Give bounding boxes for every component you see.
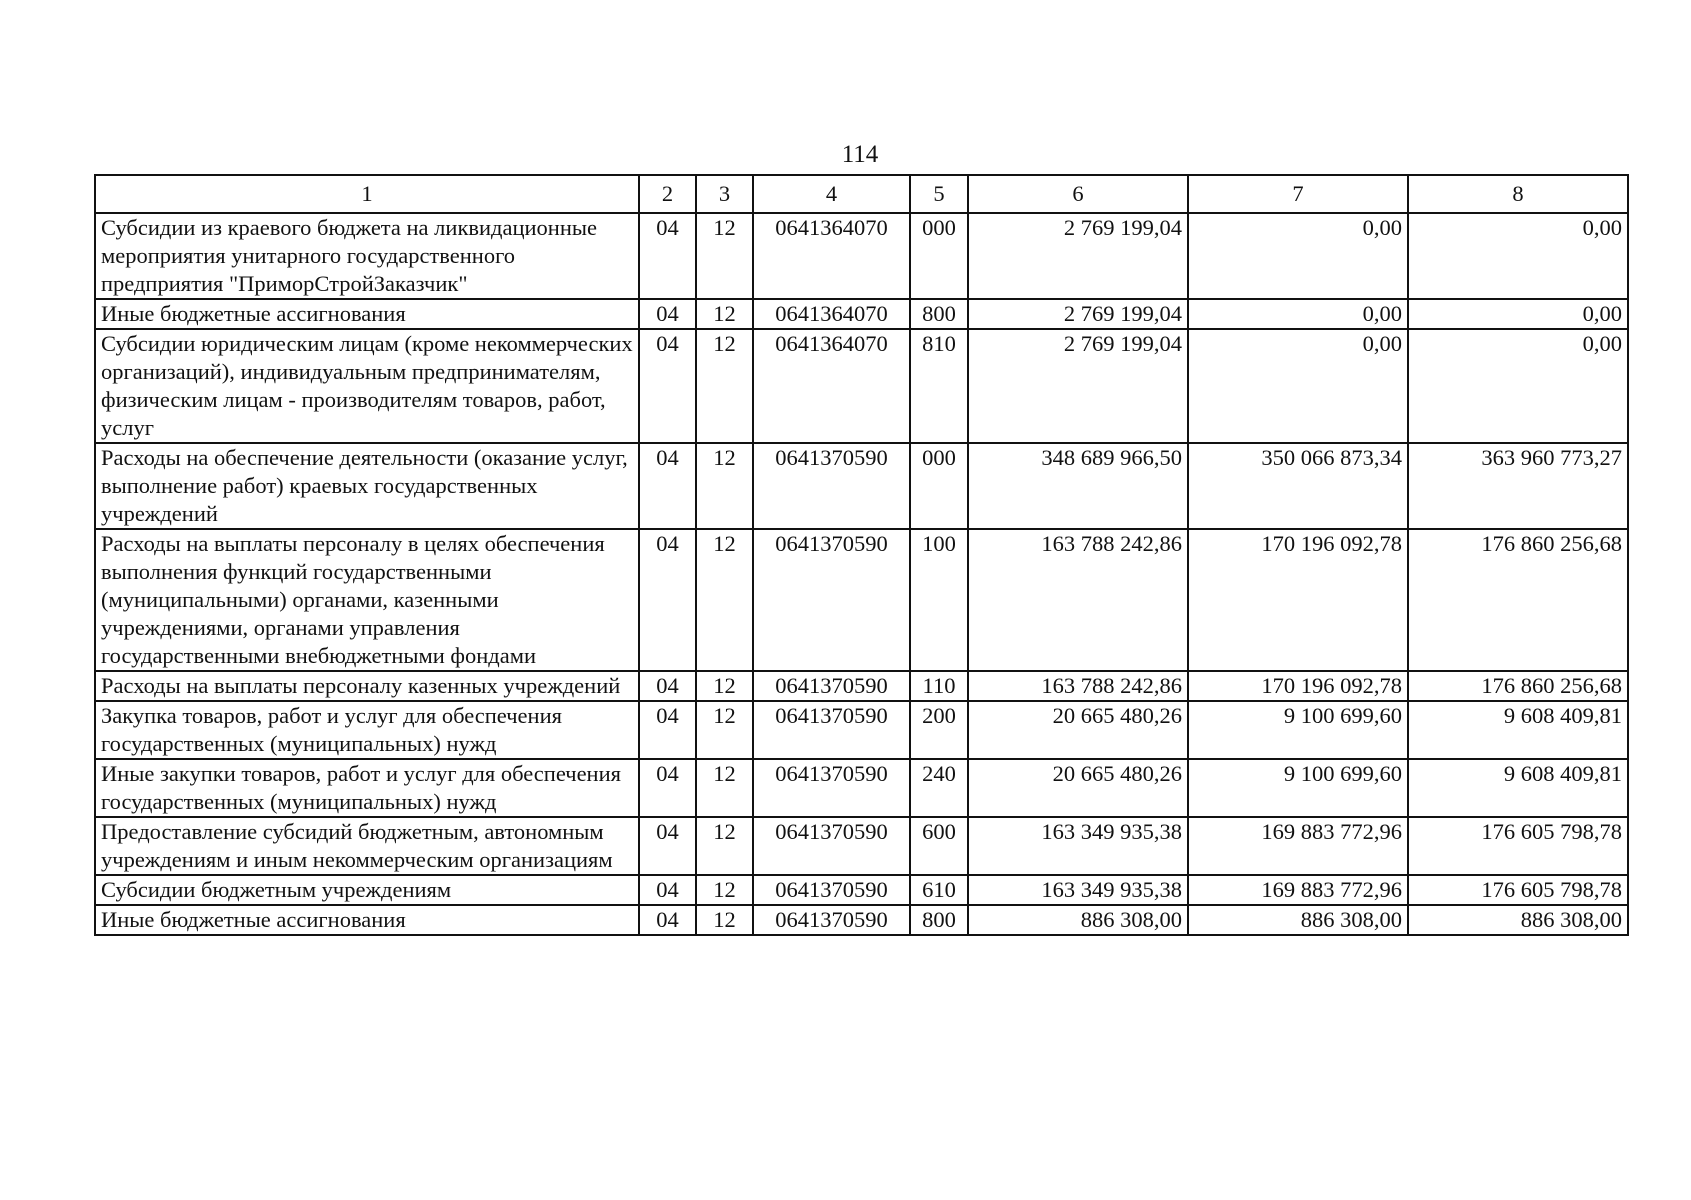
row-name: Расходы на выплаты персоналу в целях обеспечения выполнения функций государственными (муниципальными) органами, казенными учреждениями, органами управления государственными внебюджетными фондами xyxy=(95,529,639,671)
row-target-code: 0641370590 xyxy=(753,671,910,701)
row-target-code: 0641370590 xyxy=(753,875,910,905)
row-section: 04 xyxy=(639,213,696,299)
row-subsection: 12 xyxy=(696,299,753,329)
row-value-6: 2 769 199,04 xyxy=(968,329,1188,443)
row-value-8: 0,00 xyxy=(1408,299,1628,329)
row-target-code: 0641364070 xyxy=(753,213,910,299)
row-subsection: 12 xyxy=(696,759,753,817)
row-target-code: 0641370590 xyxy=(753,759,910,817)
row-value-7: 0,00 xyxy=(1188,299,1408,329)
row-value-8: 9 608 409,81 xyxy=(1408,701,1628,759)
row-value-7: 9 100 699,60 xyxy=(1188,759,1408,817)
row-value-7: 169 883 772,96 xyxy=(1188,875,1408,905)
row-target-code: 0641370590 xyxy=(753,905,910,935)
row-value-7: 0,00 xyxy=(1188,329,1408,443)
row-section: 04 xyxy=(639,299,696,329)
row-value-6: 163 788 242,86 xyxy=(968,529,1188,671)
row-expense-type: 200 xyxy=(910,701,968,759)
row-target-code: 0641370590 xyxy=(753,817,910,875)
row-subsection: 12 xyxy=(696,443,753,529)
row-section: 04 xyxy=(639,529,696,671)
row-name: Иные бюджетные ассигнования xyxy=(95,905,639,935)
header-cell-6: 6 xyxy=(968,175,1188,213)
row-name: Расходы на обеспечение деятельности (оказание услуг, выполнение работ) краевых государственных учреждений xyxy=(95,443,639,529)
row-section: 04 xyxy=(639,759,696,817)
budget-table xyxy=(94,174,1629,936)
row-target-code: 0641370590 xyxy=(753,529,910,671)
table-row xyxy=(95,529,1628,671)
row-name: Субсидии бюджетным учреждениям xyxy=(95,875,639,905)
row-section: 04 xyxy=(639,701,696,759)
row-expense-type: 240 xyxy=(910,759,968,817)
page-number: 114 xyxy=(841,141,879,168)
row-expense-type: 810 xyxy=(910,329,968,443)
row-section: 04 xyxy=(639,329,696,443)
row-value-8: 176 860 256,68 xyxy=(1408,529,1628,671)
row-subsection: 12 xyxy=(696,329,753,443)
row-value-6: 163 349 935,38 xyxy=(968,817,1188,875)
row-value-6: 2 769 199,04 xyxy=(968,213,1188,299)
row-value-8: 886 308,00 xyxy=(1408,905,1628,935)
row-value-6: 2 769 199,04 xyxy=(968,299,1188,329)
row-subsection: 12 xyxy=(696,529,753,671)
table-row xyxy=(95,213,1628,299)
row-name: Субсидии юридическим лицам (кроме некоммерческих организаций), индивидуальным предпринимателям, физическим лицам - производителям товаров, работ, услуг xyxy=(95,329,639,443)
row-value-8: 0,00 xyxy=(1408,329,1628,443)
row-section: 04 xyxy=(639,817,696,875)
row-value-8: 176 860 256,68 xyxy=(1408,671,1628,701)
row-subsection: 12 xyxy=(696,671,753,701)
row-value-7: 169 883 772,96 xyxy=(1188,817,1408,875)
row-expense-type: 100 xyxy=(910,529,968,671)
row-value-7: 9 100 699,60 xyxy=(1188,701,1408,759)
table-row xyxy=(95,671,1628,701)
row-value-7: 0,00 xyxy=(1188,213,1408,299)
header-cell-5: 5 xyxy=(910,175,968,213)
table-row xyxy=(95,905,1628,935)
table-row xyxy=(95,299,1628,329)
row-expense-type: 000 xyxy=(910,213,968,299)
row-value-7: 170 196 092,78 xyxy=(1188,671,1408,701)
row-expense-type: 600 xyxy=(910,817,968,875)
row-target-code: 0641364070 xyxy=(753,329,910,443)
row-value-7: 886 308,00 xyxy=(1188,905,1408,935)
table-row xyxy=(95,759,1628,817)
header-cell-1: 1 xyxy=(95,175,639,213)
row-value-6: 20 665 480,26 xyxy=(968,759,1188,817)
row-target-code: 0641364070 xyxy=(753,299,910,329)
row-expense-type: 610 xyxy=(910,875,968,905)
row-value-6: 163 788 242,86 xyxy=(968,671,1188,701)
header-cell-4: 4 xyxy=(753,175,910,213)
row-target-code: 0641370590 xyxy=(753,701,910,759)
table-row xyxy=(95,701,1628,759)
row-name: Закупка товаров, работ и услуг для обеспечения государственных (муниципальных) нужд xyxy=(95,701,639,759)
row-expense-type: 800 xyxy=(910,299,968,329)
row-name: Предоставление субсидий бюджетным, автономным учреждениям и иным некоммерческим организациям xyxy=(95,817,639,875)
row-expense-type: 800 xyxy=(910,905,968,935)
row-name: Расходы на выплаты персоналу казенных учреждений xyxy=(95,671,639,701)
row-section: 04 xyxy=(639,443,696,529)
table-row xyxy=(95,329,1628,443)
row-value-7: 170 196 092,78 xyxy=(1188,529,1408,671)
row-name: Иные бюджетные ассигнования xyxy=(95,299,639,329)
row-subsection: 12 xyxy=(696,875,753,905)
row-target-code: 0641370590 xyxy=(753,443,910,529)
row-subsection: 12 xyxy=(696,905,753,935)
row-expense-type: 110 xyxy=(910,671,968,701)
row-value-7: 350 066 873,34 xyxy=(1188,443,1408,529)
header-row xyxy=(95,175,1628,213)
row-subsection: 12 xyxy=(696,701,753,759)
row-name: Субсидии из краевого бюджета на ликвидационные мероприятия унитарного государственного предприятия "ПриморСтройЗаказчик" xyxy=(95,213,639,299)
row-value-8: 176 605 798,78 xyxy=(1408,817,1628,875)
row-section: 04 xyxy=(639,671,696,701)
header-cell-7: 7 xyxy=(1188,175,1408,213)
row-section: 04 xyxy=(639,905,696,935)
header-cell-8: 8 xyxy=(1408,175,1628,213)
row-value-6: 348 689 966,50 xyxy=(968,443,1188,529)
table-row xyxy=(95,443,1628,529)
row-value-6: 163 349 935,38 xyxy=(968,875,1188,905)
row-value-8: 0,00 xyxy=(1408,213,1628,299)
row-subsection: 12 xyxy=(696,817,753,875)
row-value-8: 9 608 409,81 xyxy=(1408,759,1628,817)
table-row xyxy=(95,817,1628,875)
row-value-6: 20 665 480,26 xyxy=(968,701,1188,759)
table-row xyxy=(95,875,1628,905)
row-section: 04 xyxy=(639,875,696,905)
header-cell-2: 2 xyxy=(639,175,696,213)
row-name: Иные закупки товаров, работ и услуг для обеспечения государственных (муниципальных) нужд xyxy=(95,759,639,817)
row-value-8: 176 605 798,78 xyxy=(1408,875,1628,905)
row-subsection: 12 xyxy=(696,213,753,299)
row-value-8: 363 960 773,27 xyxy=(1408,443,1628,529)
row-value-6: 886 308,00 xyxy=(968,905,1188,935)
row-expense-type: 000 xyxy=(910,443,968,529)
header-cell-3: 3 xyxy=(696,175,753,213)
